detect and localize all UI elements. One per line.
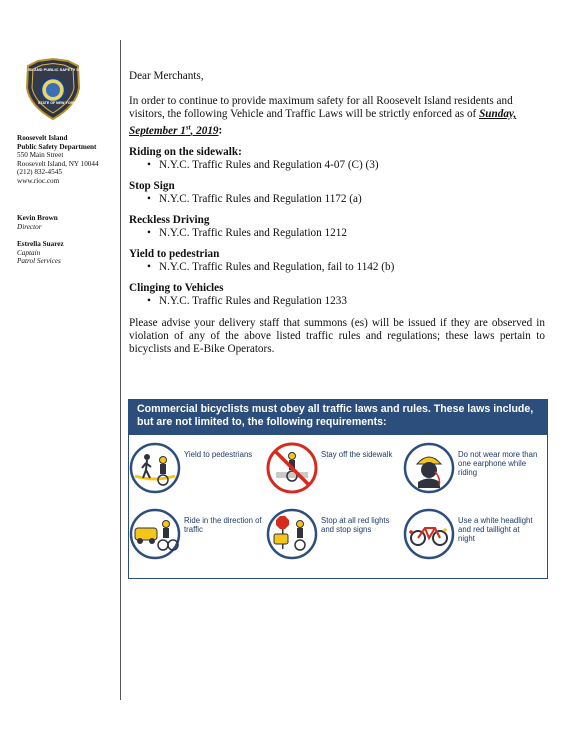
staff-title: Director [17,222,42,231]
rule-item: • N.Y.C. Traffic Rules and Regulation 1172 (a) [147,193,545,206]
badge-left-text: STATE OF [38,101,56,105]
rule-card-direction [129,508,265,568]
staff-name: Estrella Suarez [17,240,64,248]
letter-greeting: Dear Merchants, [129,70,204,82]
address-line2: Roosevelt Island, NY 10044 [17,159,99,168]
rule-title: Riding on the sidewalk: [129,145,242,158]
advisory-paragraph: Please advise your delivery staff that summons (es) will be issued if they are observed in violation of any of the above listed traffic rules and regulations; these laws pertain to bicyclists and E-Bike Operators. [129,316,545,355]
rule-title: Reckless Driving [129,213,210,226]
rule-label: Yield to pedestrians [184,450,253,459]
badge-right-text: NEW YORK [56,101,76,105]
stop-sign-icon [266,508,318,560]
rules-grid [129,440,547,578]
yield-pedestrian-icon [129,442,181,494]
date-suffix: st [185,123,191,131]
rule-item: • N.Y.C. Traffic Rules and Regulation 1233 [147,295,545,308]
intro-text: In order to continue to provide maximum safety for all Roosevelt Island residents and visitors, the following Vehicle and Traffic Laws will be strictly enforced as of [129,95,513,120]
letterhead-sidebar [0,0,120,750]
vertical-divider [120,40,121,700]
panel-header: Commercial bicyclists must obey all traffic laws and rules. These laws include, but are not limited to, the following requirements: [129,400,547,435]
phone-number: (212) 832-4545 [17,168,62,177]
org-name-line1: Roosevelt Island [17,134,68,142]
bicyclist-rules-panel [128,399,548,579]
rule-item: • N.Y.C. Traffic Rules and Regulation 1212 [147,227,545,240]
org-name-line2: Public Safety Department [17,142,97,151]
rule-title: Clinging to Vehicles [129,281,224,294]
rule-label: Stay off the sidewalk [321,450,393,459]
staff-name: Kevin Brown [17,214,58,222]
department-badge-icon [2,58,104,120]
direction-of-traffic-icon [129,508,181,560]
rule-card-stop [266,508,402,568]
badge-top-text: ROOSEVELT ISLAND PUBLIC SAFETY DEPARTMENT [2,67,104,72]
rule-title: Stop Sign [129,179,175,192]
bicycle-lights-icon [403,508,455,560]
rule-title: Yield to pedestrian [129,247,220,260]
date-main: Sunday, September 1 [129,108,517,137]
rule-label: Do not wear more than one earphone while riding [458,450,538,478]
rule-label: Ride in the direction of traffic [184,516,262,535]
staff-title: Captain [17,248,41,257]
organization-info [17,134,121,186]
rule-card-lights [403,508,539,568]
staff-title-secondary: Patrol Services [17,257,61,266]
address-line1: 550 Main Street [17,151,64,160]
date-colon: : [218,124,223,137]
rule-card-sidewalk [266,442,402,502]
rule-label: Stop at all red lights and stop signs [321,516,390,535]
letter-body [129,70,545,356]
earphone-icon [403,442,455,494]
staff-director [17,214,121,231]
date-tail: , 2019 [190,124,219,137]
rule-card-earphone [403,442,539,502]
staff-captain [17,240,121,266]
rule-item: • N.Y.C. Traffic Rules and Regulation 4-07 (C) (3) [147,159,545,172]
letter-intro [129,95,545,138]
rule-label: Use a white headlight and red taillight at night [458,516,533,544]
website: www.rioc.com [17,176,60,185]
rule-item: • N.Y.C. Traffic Rules and Regulation, fail to 1142 (b) [147,261,545,274]
rule-card-yield [129,442,265,502]
no-sidewalk-icon [266,442,318,494]
